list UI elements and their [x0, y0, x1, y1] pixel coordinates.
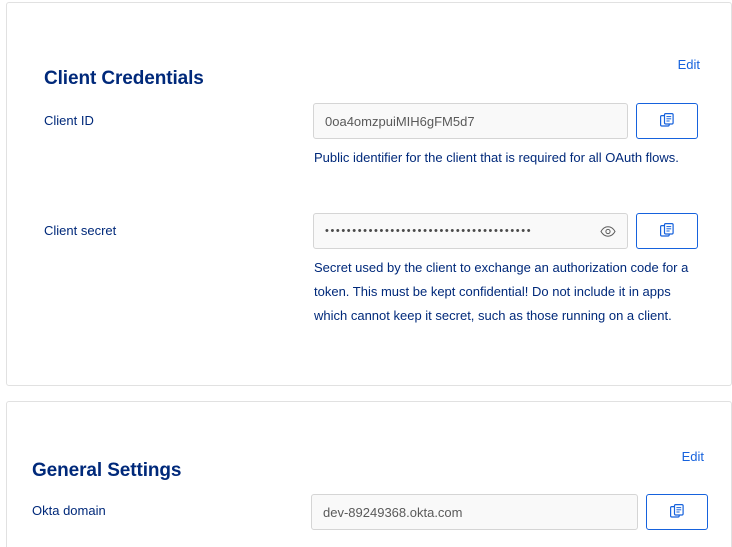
client-secret-input[interactable]: [313, 213, 628, 249]
general-settings-edit-button[interactable]: Edit: [681, 449, 704, 464]
client-id-help-text: Public identifier for the client that is required for all OAuth flows.: [314, 150, 679, 165]
okta-domain-field-group: [311, 494, 708, 530]
okta-domain-value: dev-89249368.okta.com: [323, 504, 463, 520]
client-id-input[interactable]: [313, 103, 628, 139]
client-secret-field-group: [313, 213, 698, 249]
general-settings-panel: [6, 401, 732, 547]
okta-domain-label: Okta domain: [32, 503, 106, 518]
okta-domain-input[interactable]: [311, 494, 638, 530]
copy-icon: [670, 504, 685, 520]
copy-icon: [660, 113, 675, 129]
general-settings-title: General Settings: [32, 459, 182, 481]
client-id-label: Client ID: [44, 113, 94, 128]
copy-icon: [660, 223, 675, 239]
client-credentials-title: Client Credentials: [44, 67, 204, 89]
copy-client-id-button[interactable]: [636, 103, 698, 139]
client-id-value: 0oa4omzpuiMIH6gFM5d7: [325, 113, 475, 129]
client-secret-label: Client secret: [44, 223, 117, 238]
client-secret-help-text: Secret used by the client to exchange an authorization code for a token. This must be kept confidential! Do not include it in apps which cannot keep it secret, such as those running on a client.: [314, 260, 689, 323]
client-credentials-edit-button[interactable]: Edit: [677, 57, 700, 72]
client-id-field-group: [313, 103, 698, 139]
client-credentials-panel: [6, 2, 732, 386]
client-secret-value: ••••••••••••••••••••••••••••••••••••••: [325, 225, 533, 237]
eye-icon[interactable]: [599, 222, 617, 240]
copy-okta-domain-button[interactable]: [646, 494, 708, 530]
copy-client-secret-button[interactable]: [636, 213, 698, 249]
